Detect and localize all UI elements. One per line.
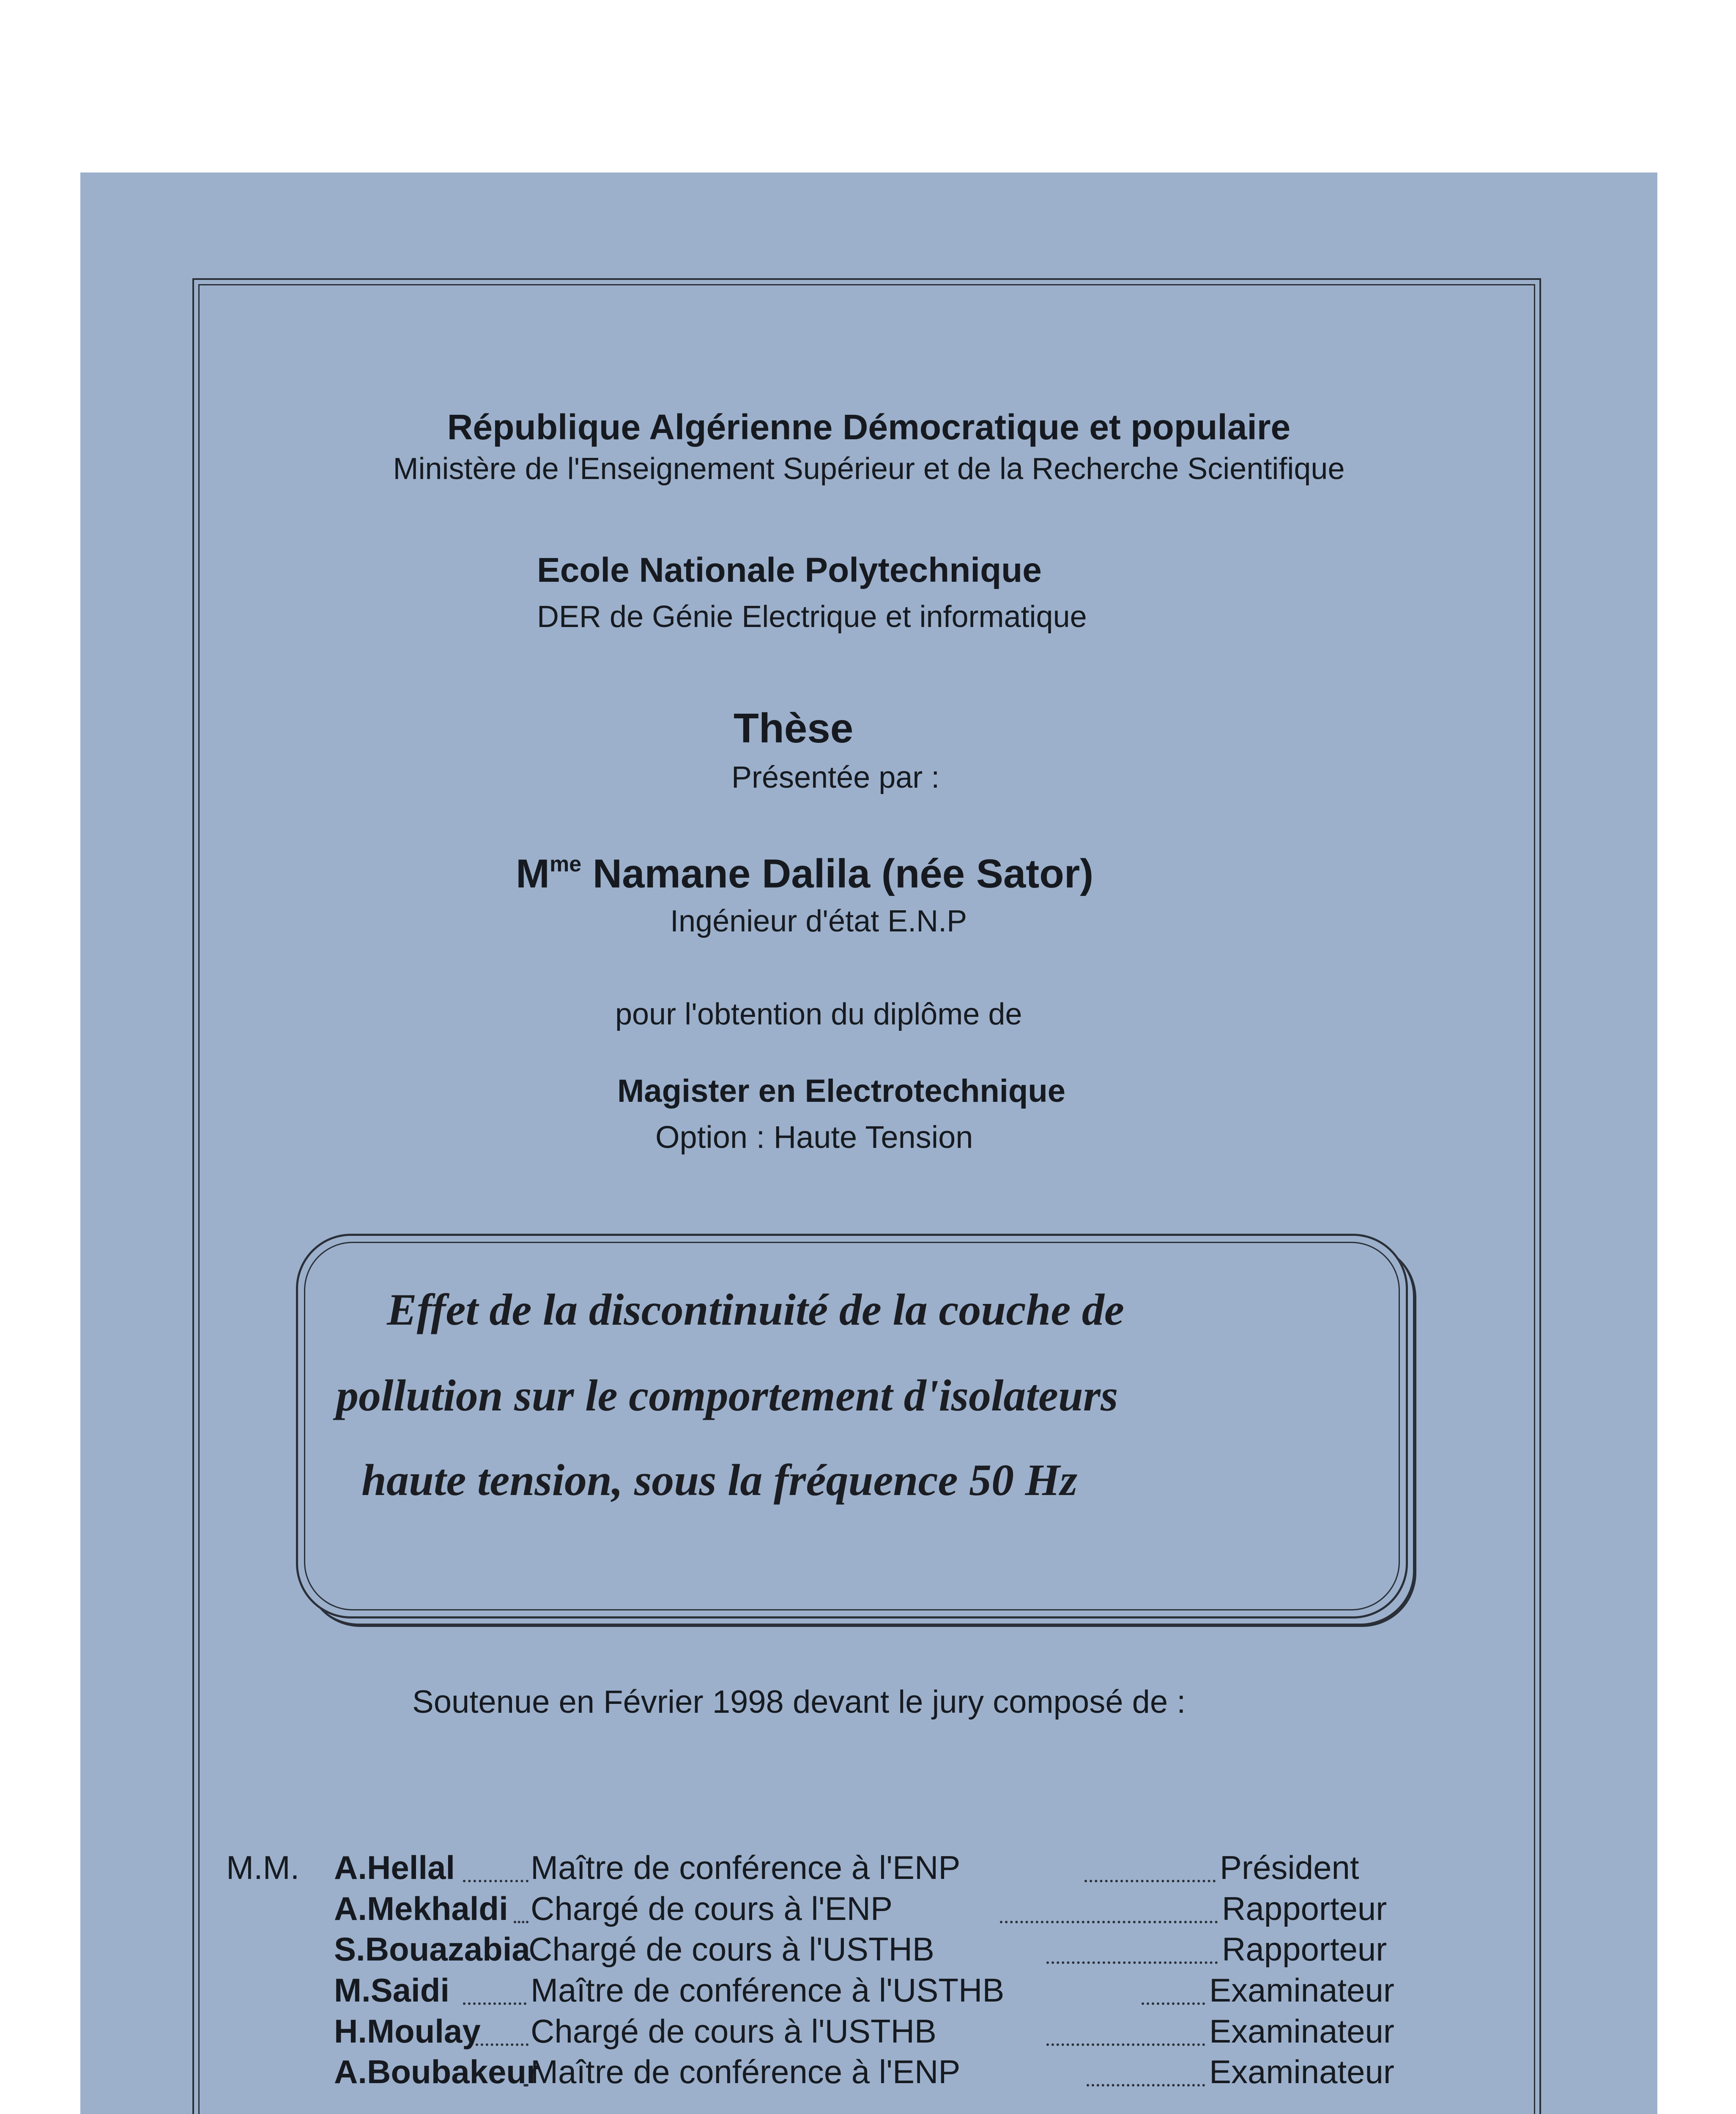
leader-dots — [1046, 2042, 1205, 2046]
school-name: Ecole Nationale Polytechnique — [537, 551, 1042, 589]
thesis-title-line-1: Effet de la discontinuité de la couche de — [387, 1285, 1124, 1334]
republic-heading: République Algérienne Démocratique et populaire — [447, 407, 1291, 447]
jury-member-name: A.Hellal — [334, 1849, 455, 1886]
jury-member-status: Examinateur — [1209, 2013, 1394, 2050]
leader-dots — [523, 2082, 528, 2087]
jury-member-role: Chargé de cours à l'USTHB — [528, 1931, 934, 1968]
leader-dots — [463, 1878, 528, 1882]
leader-dots — [476, 2042, 528, 2046]
jury-member-name: S.Bouazabia — [334, 1931, 530, 1968]
jury-member-role: Chargé de cours à l'ENP — [531, 1890, 893, 1927]
jury-member-row — [80, 1933, 1657, 1971]
jury-member-role: Maître de conférence à l'ENP — [531, 2053, 961, 2090]
jury-member-status: Rapporteur — [1222, 1890, 1387, 1927]
thesis-title-line-3: haute tension, sous la fréquence 50 Hz — [361, 1455, 1078, 1505]
author-title-superscript: me — [549, 852, 582, 876]
jury-member-row — [80, 2055, 1657, 2093]
leader-dots — [1084, 1878, 1216, 1882]
jury-member-row — [80, 2015, 1657, 2053]
jury-member-row — [80, 1851, 1657, 1889]
jury-member-name: A.Boubakeur — [334, 2053, 539, 2090]
jury-member-row — [80, 1892, 1657, 1930]
jury-member-role: Maître de conférence à l'USTHB — [531, 1972, 1005, 2009]
thesis-cover — [80, 173, 1657, 2114]
degree-intro: pour l'obtention du diplôme de — [615, 997, 1022, 1031]
jury-member-name: M.Saidi — [334, 1972, 450, 2009]
thesis-title-line-2: pollution sur le comportement d'isolateurs — [336, 1371, 1118, 1420]
leader-dots — [463, 2001, 526, 2005]
author-name: Namane Dalila (née Sator) — [592, 851, 1094, 896]
jury-member-name: A.Mekhaldi — [334, 1890, 508, 1927]
defense-statement: Soutenue en Février 1998 devant le jury composé de : — [412, 1684, 1186, 1720]
leader-dots — [1046, 1960, 1218, 1964]
jury-prefix: M.M. — [226, 1849, 300, 1886]
leader-dots — [1000, 1919, 1218, 1923]
author-qualification: Ingénieur d'état E.N.P — [670, 904, 967, 938]
department-line: DER de Génie Electrique et informatique — [537, 600, 1087, 634]
author-title: M — [516, 851, 550, 896]
thesis-label: Thèse — [734, 705, 854, 751]
jury-member-status: Président — [1220, 1849, 1359, 1886]
jury-member-row — [80, 1974, 1657, 2012]
author-line — [516, 853, 1093, 894]
leader-dots — [514, 1919, 528, 1923]
jury-member-role: Maître de conférence à l'ENP — [531, 1849, 961, 1886]
jury-member-status: Rapporteur — [1222, 1931, 1387, 1968]
jury-member-status: Examinateur — [1209, 2053, 1394, 2090]
degree-name: Magister en Electrotechnique — [617, 1073, 1066, 1109]
jury-member-name: H.Moulay — [334, 2013, 481, 2050]
ministry-line: Ministère de l'Enseignement Supérieur et de la Recherche Scientifique — [393, 452, 1345, 486]
leader-dots — [1142, 2001, 1205, 2005]
degree-option: Option : Haute Tension — [655, 1120, 973, 1155]
leader-dots — [1087, 2082, 1205, 2087]
jury-member-status: Examinateur — [1209, 1972, 1394, 2009]
jury-member-role: Chargé de cours à l'USTHB — [531, 2013, 936, 2050]
presented-by: Présentée par : — [731, 761, 940, 794]
